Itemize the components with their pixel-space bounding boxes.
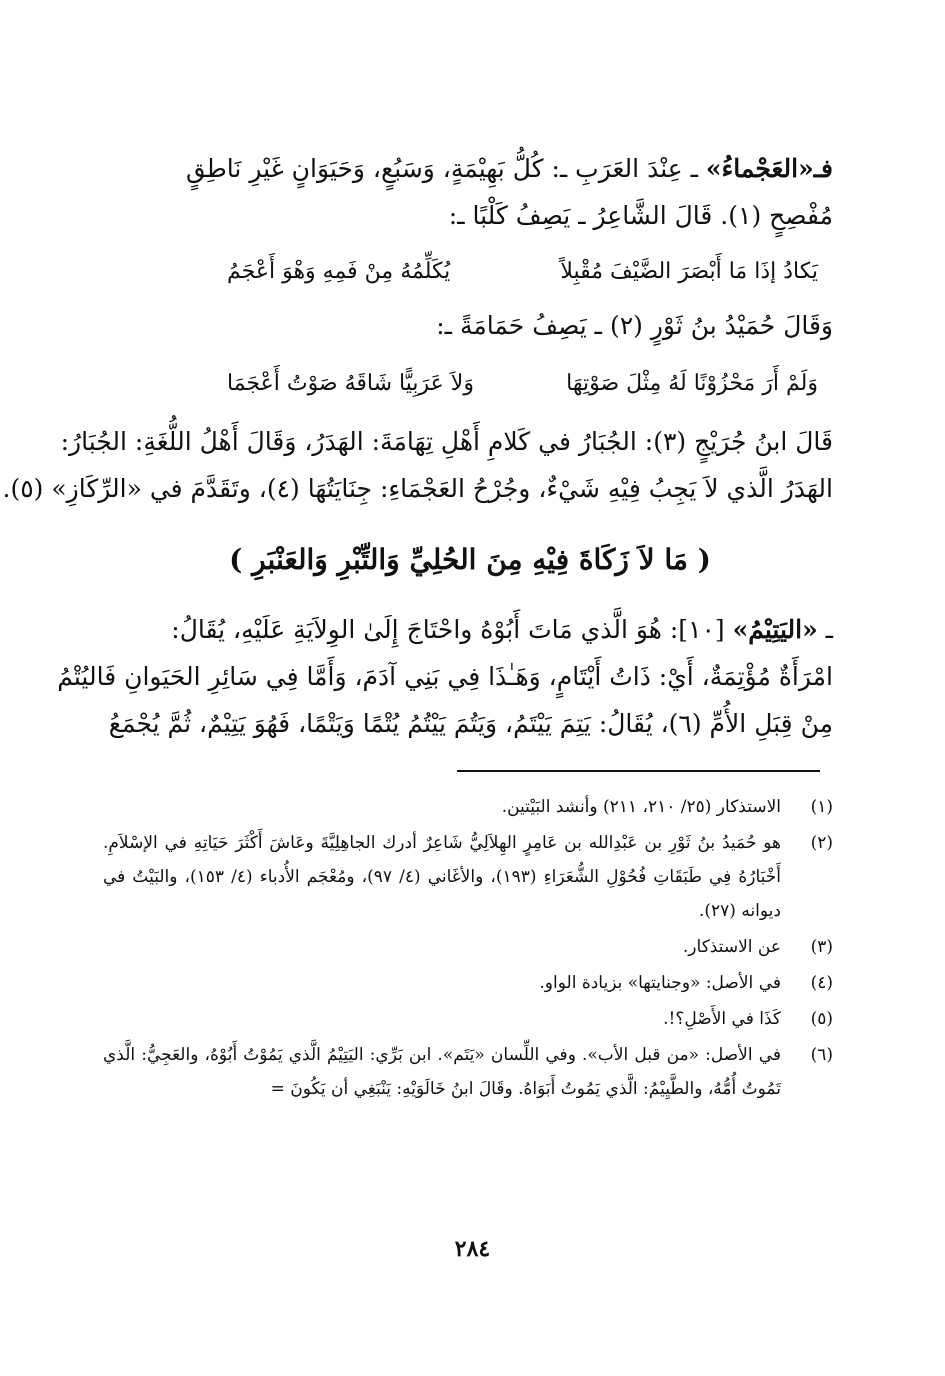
footnote-text: في الأصل: «من قبل الأب». وفي اللِّسان «يَتَم». ابن بَرِّي: اليَتِيْمُ الَّذي يَمُوْتُ أَبُوْهُ، والعَجِيُّ: الَّذي تَمُوتُ أُمُّهُ، والطَّيِيْمُ: الَّذي يَمُوتُ أَبَوَاهُ. وقَالَ ابنُ خَالَوَيْهِ: يَنْبَغِي أن يَكُونَ =	[103, 1045, 781, 1099]
footnote-text: هو حُمَيدُ بنُ ثَوْرِ بن عَبْدِالله بن عَامِرٍ الهِلاَلِيُّ شَاعِرٌ أدرك الجاهِلِيَّةَ وعَاشَ أَكْثَرَ حَيَاتِهِ في الإسْلاَمِ. أَخْبَارُهُ فِي طَبَقَاتِ فُحُوْلِ الشُّعَرَاءِ (١٩٣)، والأغَاني (٤/ ٩٧)، ومُعْجَم الأُدباء (٤/ ١٥٣)، والبَيْتُ في ديوانه (٢٧).	[103, 833, 781, 921]
verse-couplet-2	[107, 364, 833, 404]
footnote-text: في الأصل: «وجنايتها» بزيادة الواو.	[539, 973, 781, 993]
paragraph-line: ـ «اليَتِيْمُ» [١٠]: هُوَ الَّذي مَاتَ أَبُوْهُ واحْتَاجَ إِلَىٰ الوِلاَيَةِ عَلَيْهِ، يُقَالُ:	[171, 615, 833, 644]
footnote-number: (٥)	[810, 1009, 833, 1029]
page-number: ٢٨٤	[454, 1236, 491, 1262]
footnote	[103, 826, 833, 928]
footnote	[103, 1038, 833, 1106]
footnote-text: الاستذكار (٢٥/ ٢١٠، ٢١١) وأنشد البَيْتين.	[501, 797, 781, 817]
footnote-number: (٦)	[810, 1045, 833, 1065]
verse-couplet-1	[107, 252, 833, 292]
footnote-separator	[457, 770, 820, 772]
paragraph-line: قَالَ ابنُ جُرَيْجٍ (٣): الجُبَارُ في كَلامِ أَهْلِ تِهَامَةَ: الهَدَرُ، وَقَالَ أَهْلُ اللُّغَةِ: الجُبَارُ:	[60, 427, 833, 456]
paragraph-jubar	[2, 418, 833, 512]
section-heading: ( مَا لاَ زَكَاةَ فِيْهِ مِنَ الحُلِيِّ وَالتِّبْرِ وَالعَنْبَرِ )	[229, 543, 711, 576]
paragraph-line: فـ«العَجْماءُ» ـ عِنْدَ العَرَبِ ـ: كُلُّ بَهِيْمَةٍ، وَسَبُعٍ، وَحَيَوَانٍ غَيْرِ نَاطِقٍ	[186, 154, 833, 183]
verse-second-hemistich: يُكَلِّمُهُ مِنْ فَمِهِ وَهْوَ أَعْجَمُ	[227, 259, 451, 284]
paragraph-ajmaa	[107, 145, 833, 239]
paragraph-line: مِنْ قِبَلِ الأُمِّ (٦)، يُقَالُ: يَتِمَ يَيْتَمُ، وَيَتُمَ يَيْتُمُ يُتْمًا وَيَتْمًا، فَهُوَ يَتِيْمٌ، ثُمَّ يُجْمَعُ	[108, 709, 833, 738]
paragraph-line: مُفْصِحٍ (١). قَالَ الشَّاعِرُ ـ يَصِفُ كَلْبًا ـ:	[448, 201, 833, 230]
footnote-number: (٣)	[810, 937, 833, 957]
paragraph-line: امْرَأَةٌ مُؤْتِمَةٌ، أَيْ: ذَاتُ أَيْتَامٍ، وَهَـٰذَا فِي بَنِي آدَمَ، وَأَمَّا فِي سَائِرِ الحَيَوانِ فَاليُتْمُ	[57, 662, 833, 691]
footnote-text: كَذَا في الأَصْلِ؟!.	[663, 1009, 781, 1029]
paragraph-line: وَقَالَ حُمَيْدُ بنُ ثَوْرٍ (٢) ـ يَصِفُ حَمَامَةً ـ:	[436, 311, 833, 340]
verse-first-hemistich: يَكادُ إذَا مَا أَبْصَرَ الضَّيْفَ مُقْبِلاً	[560, 259, 818, 284]
footnote	[103, 790, 833, 824]
footnote	[103, 930, 833, 964]
footnote	[103, 966, 833, 1000]
footnote-number: (١)	[810, 797, 833, 817]
defined-term: فـ«العَجْماءُ»	[705, 154, 833, 183]
footnote-number: (٢)	[810, 833, 833, 853]
footnotes	[103, 790, 833, 1108]
defined-term: «اليَتِيْمُ»	[732, 615, 818, 644]
paragraph-yatim	[57, 606, 833, 747]
paragraph-line: الهَدَرُ الَّذي لاَ يَجِبُ فِيْهِ شَيْءٌ، وجُرْحُ العَجْمَاءِ: جِنَايَتُهَا (٤)، وتَقَدَّمَ في «الرِّكَازِ» (٥).	[2, 474, 833, 503]
footnote-text: عن الاستذكار.	[682, 937, 781, 957]
footnote	[103, 1002, 833, 1036]
footnote-number: (٤)	[810, 973, 833, 993]
verse-second-hemistich: وَلاَ عَرَبِيًّا شَاقَهُ صَوْتُ أَعْجَمَا	[227, 371, 474, 396]
verse-intro-humaid	[107, 302, 833, 349]
verse-first-hemistich: وَلَمْ أَرَ مَحْزُوْنًا لَهُ مِثْلَ صَوْتِهَا	[566, 371, 818, 396]
